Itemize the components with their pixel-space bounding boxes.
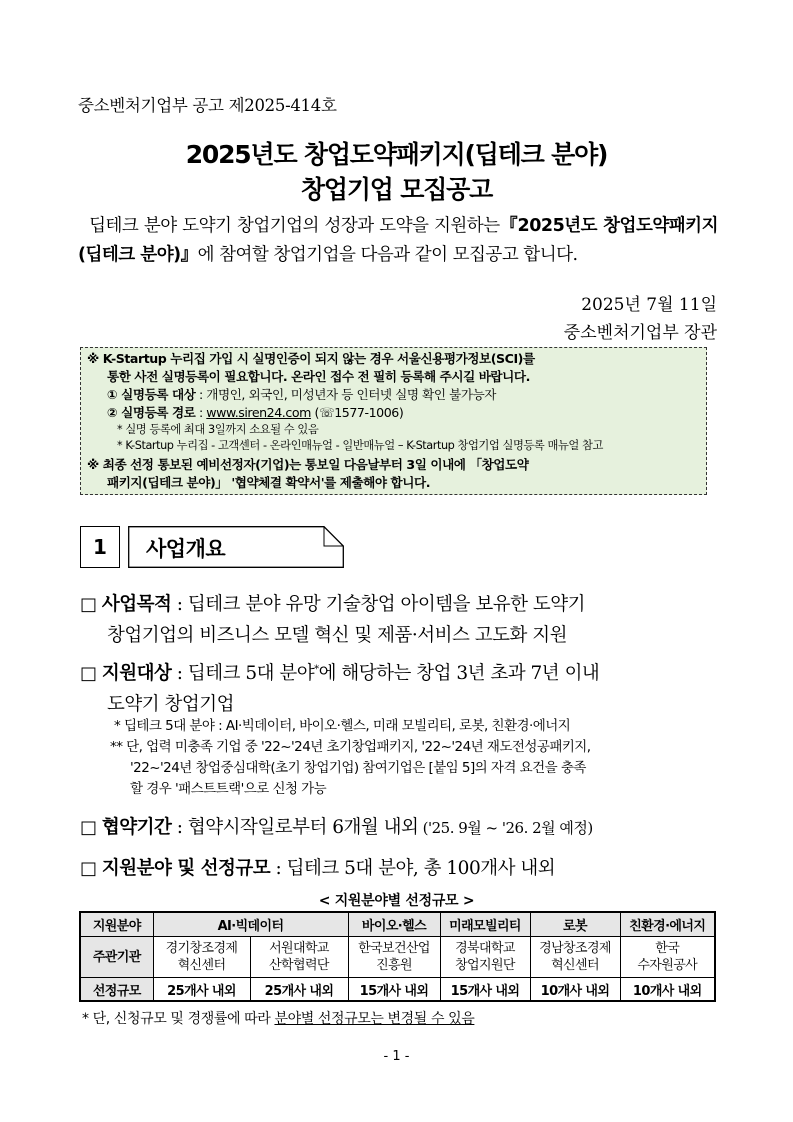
notice-line-2: 통한 사전 실명등록이 필요합니다. 온라인 접수 전 필히 등록해 주시길 바랍니다. — [107, 369, 530, 384]
intro-text-2: 에 참여할 창업기업을 다음과 같이 모집공고 합니다. — [197, 245, 578, 265]
field-value: : 딥테크 5대 분야, 총 100개사 내외 — [270, 858, 556, 879]
agency-line: 한국보건산업 — [358, 941, 430, 956]
agency-line: 서원대학교 — [269, 941, 329, 956]
scale-cell: 25개사 내외 — [153, 978, 250, 1002]
section-number: 1 — [80, 526, 120, 568]
scale-cell: 10개사 내외 — [530, 978, 620, 1002]
target-line2: 도약기 창업기업 — [107, 694, 234, 716]
registration-route-label: ② 실명등록 경로 — [107, 405, 196, 420]
field-cell: 로봇 — [530, 912, 620, 937]
announcement-date: 2025년 7월 11일 — [581, 295, 717, 315]
purpose-line2: 창업기업의 비즈니스 모델 혁신 및 제품·서비스 고도화 지원 — [107, 625, 567, 646]
row-label-scale: 선정규모 — [80, 978, 153, 1002]
notice-line-7: ※ 최종 선정 통보된 예비선정자(기업)는 통보일 다음날부터 3일 이내에 「창업도약 — [87, 457, 529, 472]
agency-line: 창업지원단 — [455, 958, 515, 973]
target-line1b: 에 해당하는 창업 3년 초과 7년 이내 — [318, 663, 600, 685]
purpose-label: 사업목적 — [101, 594, 172, 615]
scale-cell: 15개사 내외 — [440, 978, 530, 1002]
agency-cell — [530, 937, 620, 978]
notice-line-5: * 실명 등록에 최대 3일까지 소요될 수 있음 — [117, 423, 319, 436]
intro-text-1: 딥테크 분야 도약기 창업기업의 성장과 도약을 지원하는 — [89, 216, 500, 236]
agency-line: 경남창조경제 — [539, 941, 611, 956]
agency-cell — [620, 937, 715, 978]
table-caption: < 지원분야별 선정규모 > — [318, 893, 475, 909]
section-heading — [80, 526, 344, 568]
agency-cell — [440, 937, 530, 978]
target-footnote-mark: * — [314, 664, 319, 675]
agency-cell — [153, 937, 250, 978]
table-row — [80, 978, 715, 1002]
agency-line: 산학협력단 — [269, 958, 329, 973]
notice-line-3 — [87, 386, 698, 404]
notice-line-4 — [87, 404, 698, 422]
notice-line-8: 패키지(딥테크 분야)」 '협약체결 확약서'를 제출해야 합니다. — [107, 475, 431, 490]
footnote-4: 할 경우 '패스트트랙'으로 신청 가능 — [130, 781, 327, 797]
agency-line: 경기창조경제 — [165, 941, 238, 956]
field-cell: 미래모빌리티 — [440, 912, 530, 937]
registration-target-value: : 개명인, 외국인, 미성년자 등 인터넷 실명 확인 불가능자 — [195, 387, 497, 402]
target-label: 지원대상 — [101, 663, 172, 685]
agency-line: 수자원공사 — [637, 958, 698, 973]
intro-paragraph — [78, 212, 718, 270]
intro-program-name: 『2025년도 창업도약패키지(딥테크 분야)』 — [78, 216, 718, 265]
period-label: 협약기간 — [101, 817, 172, 838]
field-item — [80, 853, 720, 884]
checkbox-icon: □ — [80, 817, 97, 838]
field-cell: 바이오·헬스 — [348, 912, 440, 937]
row-label-agency: 주관기관 — [80, 937, 153, 978]
siren24-link[interactable]: www.siren24.com — [206, 405, 311, 420]
notice-box — [80, 347, 707, 495]
scale-cell: 15개사 내외 — [348, 978, 440, 1002]
purpose-item — [80, 589, 720, 651]
notice-line-1: ※ K-Startup 누리집 가입 시 실명인증이 되지 않는 경우 서울신용평가정보(SCI)를 — [87, 351, 535, 366]
agency-line: 한국 — [655, 941, 680, 956]
field-label: 지원분야 및 선정규모 — [101, 858, 271, 879]
notice-line-6: * K-Startup 누리집 - 고객센터 - 온라인매뉴얼 - 일반매뉴얼 – K-Startup 창업기업 실명등록 매뉴얼 참고 — [117, 439, 603, 452]
field-cell: 친환경·에너지 — [620, 912, 715, 937]
phone-number: (☏1577-1006) — [310, 405, 404, 420]
target-item — [80, 654, 720, 720]
agency-cell — [348, 937, 440, 978]
table-note — [82, 1008, 474, 1028]
scale-cell: 25개사 내외 — [250, 978, 348, 1002]
agency-line: 혁신센터 — [177, 958, 226, 973]
checkbox-icon: □ — [80, 663, 97, 685]
footnote-2: ** 단, 업력 미충족 기업 중 '22~'24년 초기창업패키지, '22~'24년 재도전성공패키지, — [110, 739, 591, 755]
table-note-underlined: 분야별 선정규모는 변경될 수 있음 — [274, 1011, 475, 1027]
agency-line: 혁신센터 — [551, 958, 599, 973]
scale-cell: 10개사 내외 — [620, 978, 715, 1002]
announcement-author: 중소벤처기업부 장관 — [563, 323, 717, 343]
table-row — [80, 912, 715, 937]
period-note: ('25. 9월 ~ '26. 2월 예정) — [418, 819, 593, 837]
selection-table — [79, 911, 716, 1002]
document-title-line2: 창업기업 모집공고 — [300, 175, 493, 204]
row-label-field: 지원분야 — [80, 912, 153, 937]
footnote-1: * 딥테크 5대 분야 : AI·빅데이터, 바이오·헬스, 미래 모빌리티, 로봇, 친환경·에너지 — [114, 718, 571, 734]
purpose-line1: : 딥테크 분야 유망 기술창업 아이템을 보유한 도약기 — [171, 594, 585, 615]
agency-cell — [250, 937, 348, 978]
target-line1a: : 딥테크 5대 분야 — [171, 663, 315, 685]
registration-target-label: ① 실명등록 대상 — [107, 387, 196, 402]
checkbox-icon: □ — [80, 858, 97, 879]
table-row — [80, 937, 715, 978]
agency-line: 진흥원 — [376, 958, 412, 973]
footnote-3: '22~'24년 창업중심대학(초기 창업기업) 참여기업은 [붙임 5]의 자격 요건을 충족 — [130, 760, 586, 776]
notice-number: 중소벤처기업부 공고 제2025-414호 — [78, 96, 337, 115]
field-cell: AI·빅데이터 — [153, 912, 348, 937]
section-title-box — [128, 526, 344, 568]
table-note-prefix: * 단, 신청규모 및 경쟁률에 따라 — [82, 1011, 275, 1027]
target-footnotes — [110, 716, 720, 800]
page-number: - 1 - — [383, 1049, 410, 1064]
document-title-line1: 2025년도 창업도약패키지(딥테크 분야) — [185, 140, 608, 169]
checkbox-icon: □ — [80, 594, 97, 615]
section-title: 사업개요 — [146, 537, 226, 561]
separator: : — [195, 405, 207, 420]
period-value: : 협약시작일로부터 6개월 내외 — [171, 817, 419, 838]
period-item — [80, 812, 720, 844]
agency-line: 경북대학교 — [455, 941, 515, 956]
